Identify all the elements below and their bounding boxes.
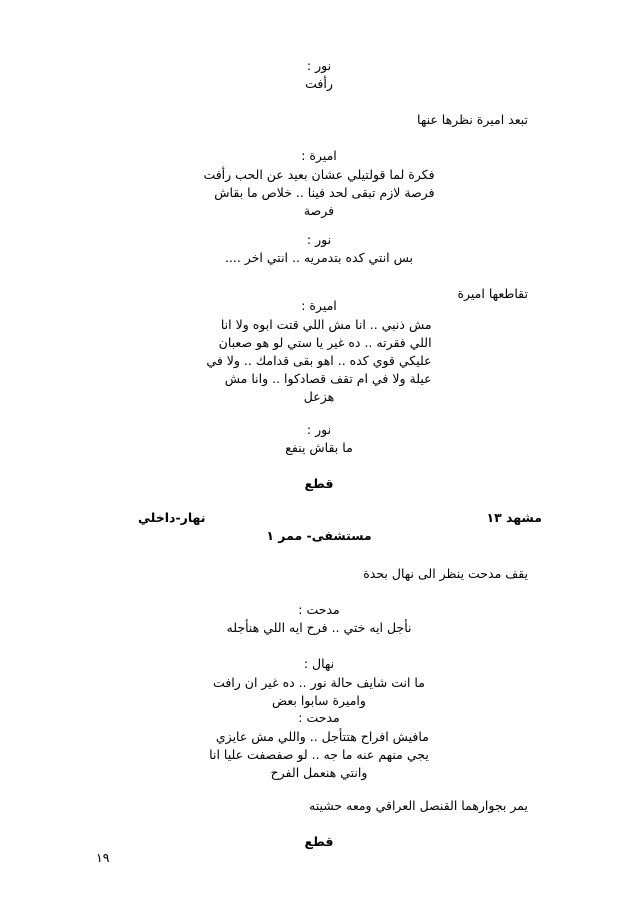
dialogue-line: عليكي قوي كده .. اهو بقى قدامك .. ولا في (206, 353, 432, 368)
dialogue-line: يجي منهم عنه ما جه .. لو صفصفت عليا انا (209, 747, 429, 762)
dialogue-line: فرصة لازم تبقى لحد فينا .. خلاص ما بقاش (214, 185, 435, 200)
dialogue-line: واميرة سابوا بعض (272, 693, 366, 708)
dialogue-line: هزعل (303, 389, 335, 404)
dialogue-line: مش ذنبي .. انا مش اللي قتت ابوه ولا انا (220, 317, 432, 332)
scene-cut: قطع (304, 476, 334, 491)
dialogue-line: عيلة ولا في ام تقف قصادكوا .. وانا مش (224, 371, 432, 386)
character-name-medhat: مدحت : (298, 602, 340, 617)
character-name-noor: نور : (306, 232, 332, 247)
dialogue-line: فكرة لما قولتيلي عشان بعيد عن الحب رأفت (203, 167, 435, 182)
dialogue-line: نأجل ايه ختي .. فرح ايه اللي هنأجله (226, 620, 412, 635)
dialogue-block (0, 728, 638, 782)
character-name-noor: نور : (306, 422, 332, 437)
dialogue-line: اللي فقرته .. ده غير يا ستي لو هو صعبان (218, 335, 432, 350)
scene-location: مستشفى- ممر ١ (266, 528, 372, 543)
dialogue-line: مافيش افراح هتتأجل .. واللي مش عايزي (215, 729, 429, 744)
character-name-medhat: مدحت : (298, 710, 340, 725)
stage-direction: يقف مدحت ينظر الى نهال بحدة (363, 566, 528, 581)
dialogue-line: ما بقاش ينفع (285, 440, 353, 455)
stage-direction: تقاطعها اميرة (457, 286, 528, 301)
stage-direction: تبعد اميرة نظرها عنها (417, 112, 528, 127)
dialogue-line: فرصة (303, 203, 335, 218)
scene-time: نهار-داخلي (138, 510, 206, 525)
stage-direction: يمر بجوارهما القنصل العراقي ومعه حشيته (309, 798, 528, 813)
dialogue-line: وانتي هنعمل الفرح (270, 765, 368, 780)
character-name-noor: نور : (306, 58, 332, 73)
character-name-amira: اميرة : (301, 298, 337, 313)
dialogue-block (0, 316, 638, 406)
dialogue-line: ما انت شايف حالة نور .. ده غير ان رافت (213, 675, 425, 690)
dialogue-block (0, 166, 638, 220)
scene-cut: قطع (304, 834, 334, 849)
character-name-nehal: نهال : (303, 656, 335, 671)
scene-number: مشهد ١٣ (486, 510, 542, 525)
dialogue-line: بس انتي كده بتدمريه .. انتي اخر .... (224, 250, 414, 265)
character-name-amira: اميرة : (301, 148, 337, 163)
dialogue-line: رأفت (305, 76, 333, 91)
page-number: ١٩ (96, 850, 110, 865)
dialogue-block (0, 674, 638, 710)
